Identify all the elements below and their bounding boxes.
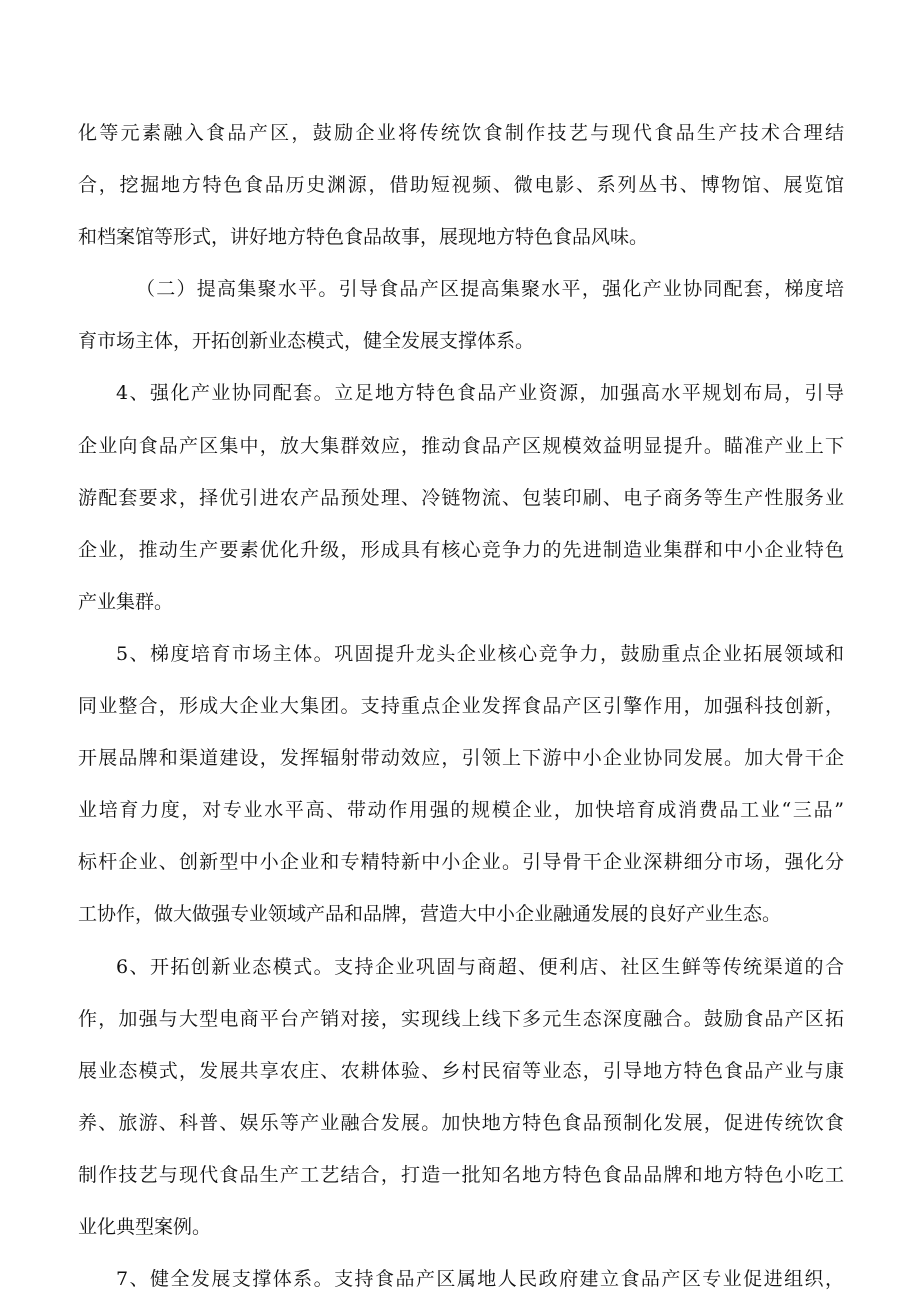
text-line: 标杆企业、创新型中小企业和专精特新中小企业。引导骨干企业深耕细分市场，强化分: [78, 851, 844, 874]
text-line: 工协作，做大做强专业领域产品和品牌，营造大中小企业融通发展的良好产业生态。: [78, 903, 782, 926]
document-body: [78, 117, 844, 1315]
section-paragraph-2: [78, 273, 844, 357]
paragraph-item-6: [78, 951, 844, 1243]
paragraph-item-5: [78, 638, 844, 930]
text-line: 游配套要求，择优引进农产品预处理、冷链物流、包装印刷、电子商务等生产性服务业: [78, 486, 844, 509]
text-line: 育市场主体，开拓创新业态模式，健全发展支撑体系。: [78, 330, 535, 353]
text-line: 4、强化产业协同配套。立足地方特色食品产业资源，加强高水平规划布局，引导: [116, 382, 844, 405]
paragraph-item-7: [78, 1263, 844, 1295]
text-line: 同业整合，形成大企业大集团。支持重点企业发挥食品产区引擎作用，加强科技创新，: [78, 695, 844, 718]
text-line: 制作技艺与现代食品生产工艺结合，打造一批知名地方特色食品品牌和地方特色小吃工: [78, 1163, 844, 1186]
text-line: 业化典型案例。: [78, 1215, 212, 1238]
text-line: 合，挖掘地方特色食品历史渊源，借助短视频、微电影、系列丛书、博物馆、展览馆: [78, 174, 844, 197]
text-line: 开展品牌和渠道建设，发挥辐射带动效应，引领上下游中小企业协同发展。加大骨干企: [78, 747, 844, 770]
text-line: 和档案馆等形式，讲好地方特色食品故事，展现地方特色食品风味。: [78, 226, 649, 249]
text-line: 业培育力度，对专业水平高、带动作用强的规模企业，加快培育成消费品工业“三品”: [78, 799, 844, 822]
text-line: 7、健全发展支撑体系。支持食品产区属地人民政府建立食品产区专业促进组织，: [116, 1268, 844, 1291]
paragraph-item-4: [78, 377, 844, 617]
text-line: 5、梯度培育市场主体。巩固提升龙头企业核心竞争力，鼓励重点企业拓展领域和: [116, 642, 844, 665]
text-line: 展业态模式，发展共享农庄、农耕体验、乡村民宿等业态，引导地方特色食品产业与康: [78, 1059, 844, 1082]
text-line: 化等元素融入食品产区，鼓励企业将传统饮食制作技艺与现代食品生产技术合理结: [78, 122, 844, 144]
text-line: 企业向食品产区集中，放大集群效应，推动食品产区规模效益明显提升。瞄准产业上下: [78, 434, 844, 457]
text-line: 6、开拓创新业态模式。支持企业巩固与商超、便利店、社区生鲜等传统渠道的合: [116, 955, 844, 978]
text-line: 产业集群。: [78, 590, 174, 613]
section-heading-line: （二）提高集聚水平。引导食品产区提高集聚水平，强化产业协同配套，梯度培: [136, 278, 844, 301]
text-line: 企业，推动生产要素优化升级，形成具有核心竞争力的先进制造业集群和中小企业特色: [78, 538, 844, 561]
paragraph-continuation: [78, 117, 844, 253]
text-line: 作，加强与大型电商平台产销对接，实现线上线下多元生态深度融合。鼓励食品产区拓: [78, 1007, 844, 1030]
text-line: 养、旅游、科普、娱乐等产业融合发展。加快地方特色食品预制化发展，促进传统饮食: [78, 1111, 844, 1134]
